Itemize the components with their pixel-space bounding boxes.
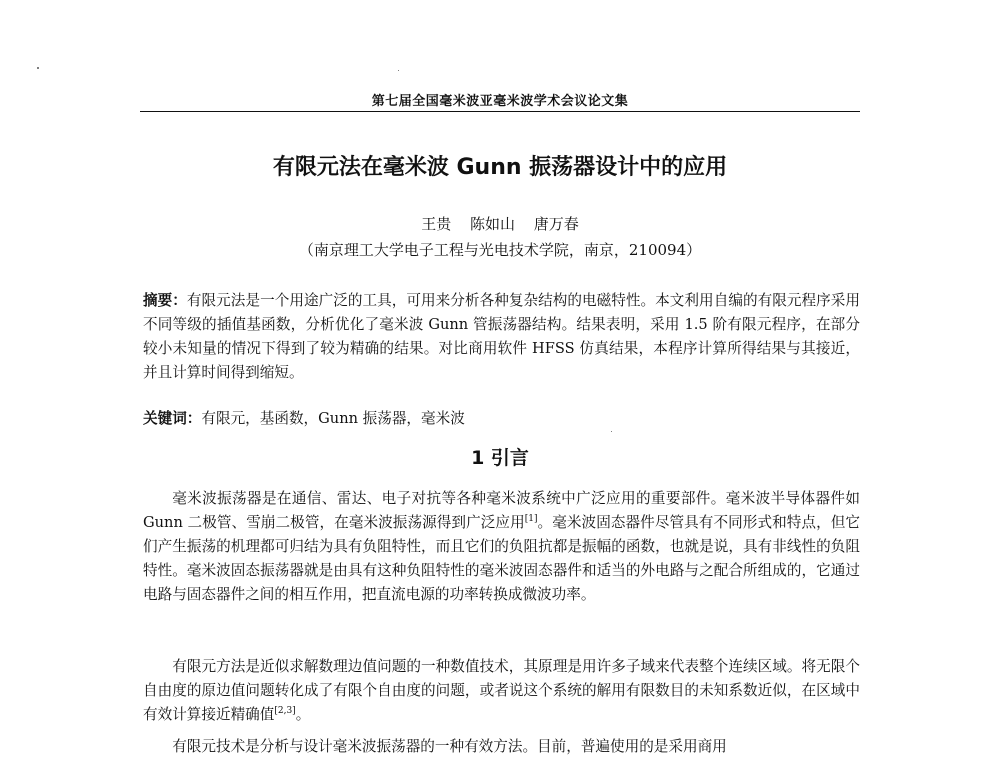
scan-speck [611, 431, 612, 432]
paragraph-text: 有限元方法是近似求解数理边值问题的一种数值技术，其原理是用许多子域来代表整个连续区域。将无限个自由度的原边值问题转化成了有限个自由度的问题，或者说这个系统的解用有限数目的未知系数近似，在区域中有效计算接近精确值 [143, 658, 860, 723]
abstract-text: 有限元法是一个用途广泛的工具，可用来分析各种复杂结构的电磁特性。本文利用自编的有限元程序采用不同等级的插值基函数，分析优化了毫米波 Gunn 管振荡器结构。结果表明，采用 1.5 阶有限元程序，在部分较小未知量的情况下得到了较为精确的结果。对比商用软件 HFSS 仿真结果，本程序计算所得结果与其接近，并且计算时间得到缩短。 [143, 292, 860, 381]
body-paragraph [143, 655, 860, 727]
body-paragraph [143, 487, 860, 607]
scan-speck [37, 67, 39, 69]
abstract [143, 289, 860, 385]
header-rule [140, 111, 860, 112]
paragraph-text: 有限元技术是分析与设计毫米波振荡器的一种有效方法。目前，普遍使用的是采用商用 [172, 738, 727, 755]
paragraph-text: 毫米波振荡器是在通信、雷达、电子对抗等各种毫米波系统中广泛应用的重要部件。毫米波半导体器件如 Gunn 二极管、雪崩二极管，在毫米波振荡源得到广泛应用 [143, 490, 860, 531]
author-list: 王贵 陈如山 唐万春 [421, 215, 579, 233]
keywords [143, 407, 860, 431]
citation-ref: [2,3] [274, 706, 296, 717]
running-header: 第七届全国毫米波亚毫米波学术会议论文集 [371, 94, 629, 109]
paragraph-text-after: 。毫米波固态器件尽管具有不同形式和特点，但它们产生振荡的机理都可归结为具有负阻特性，而且它们的负阻抗都是振幅的函数，也就是说，具有非线性的负阻特性。毫米波固态振荡器就是由具有这种负阻特性的毫米波固态器件和适当的外电路与之配合所组成的，它通过电路与固态器件之间的相互作用，把直流电源的功率转换成微波功率。 [143, 514, 860, 603]
citation-ref: [1] [524, 514, 538, 525]
keywords-label: 关键词： [143, 410, 202, 427]
section-heading: 1 引言 [471, 447, 529, 469]
scan-speck [398, 70, 399, 71]
paper-title: 有限元法在毫米波 Gunn 振荡器设计中的应用 [272, 155, 728, 180]
abstract-label: 摘要： [143, 292, 187, 309]
keywords-text: 有限元，基函数，Gunn 振荡器，毫米波 [201, 410, 465, 427]
paragraph-text-after: 。 [295, 706, 311, 723]
affiliation: （南京理工大学电子工程与光电技术学院，南京，210094） [298, 241, 702, 259]
body-paragraph [143, 735, 860, 759]
